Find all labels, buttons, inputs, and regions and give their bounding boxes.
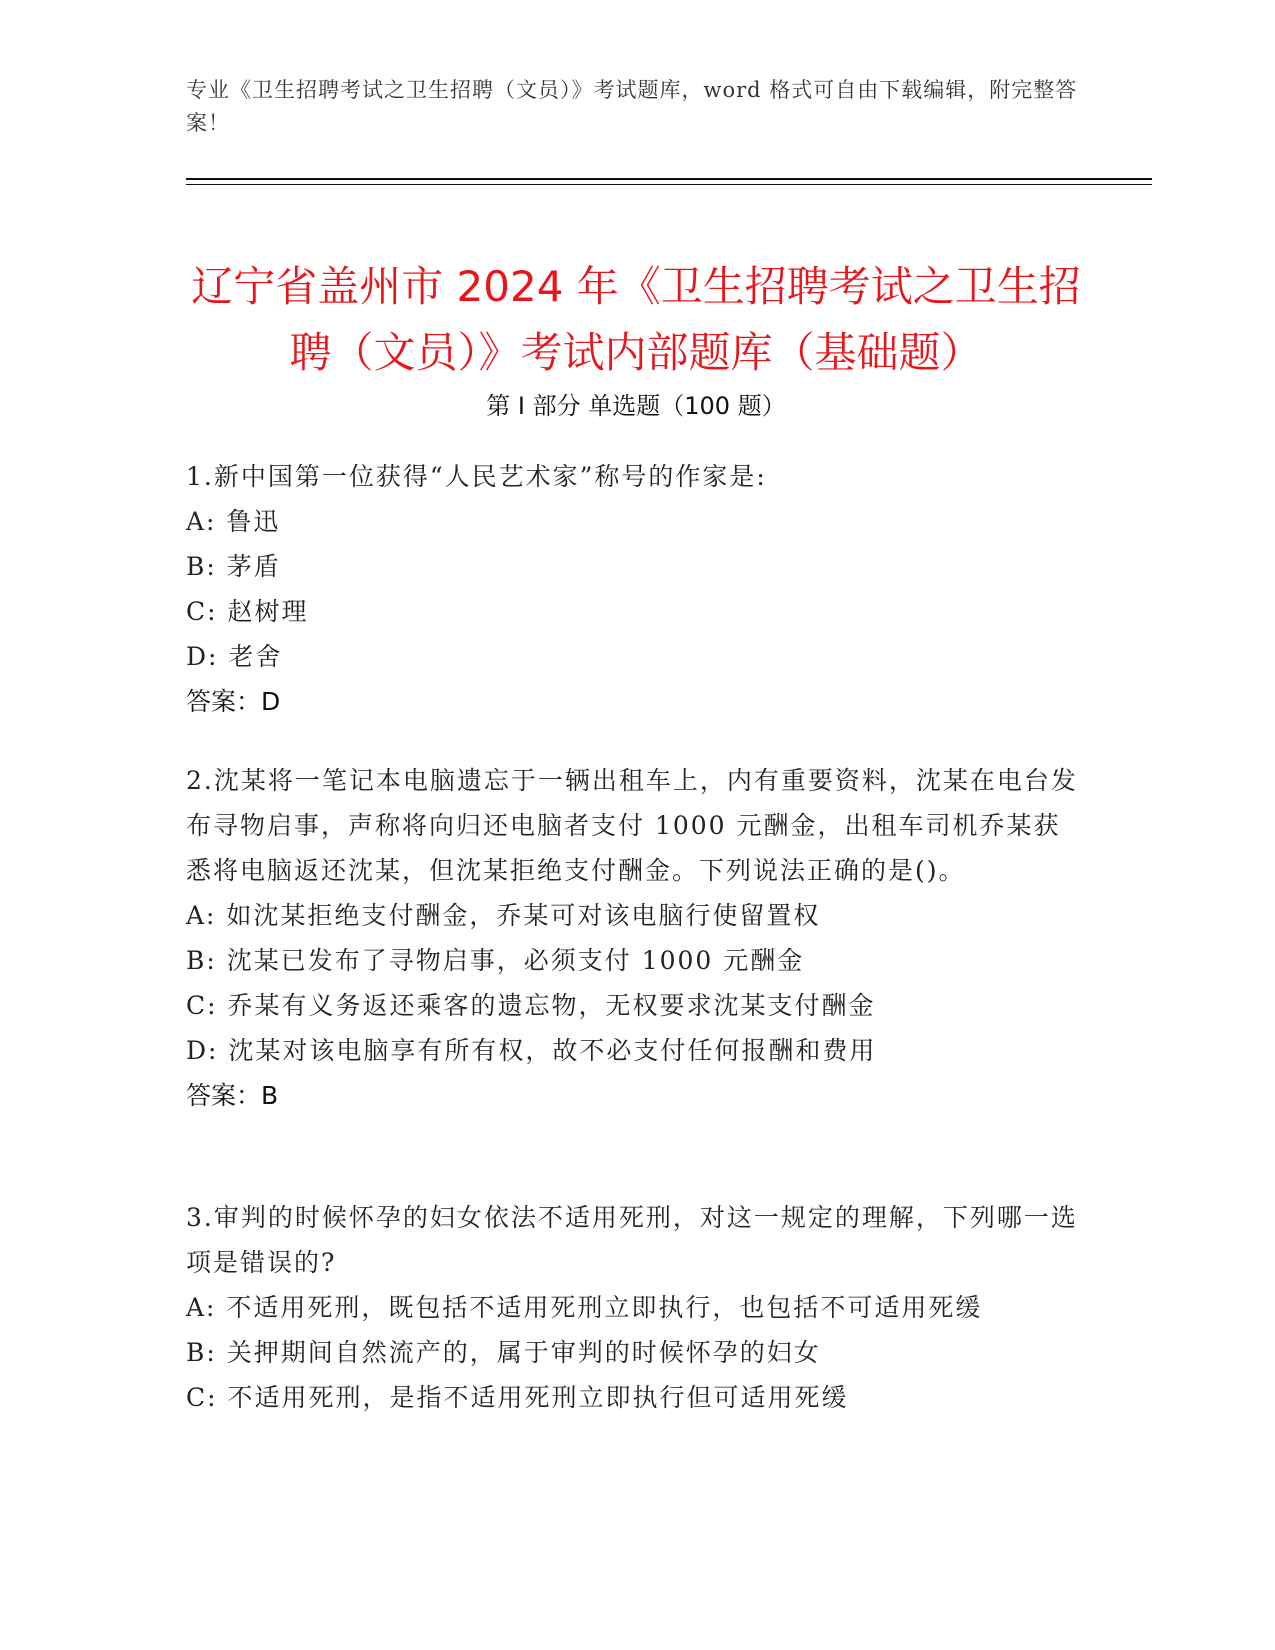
option-a: A: 鲁迅 [186,507,281,536]
section-heading: 第 I 部分 单选题（100 题） [486,392,786,420]
option-c: C: 赵树理 [186,597,309,626]
question-text: 2.沈某将一笔记本电脑遗忘于一辆出租车上，内有重要资料，沈某在电台发布寻物启事，声称将向归还电脑者支付 1000 元酬金，出租车司机乔某获悉将电脑返还沈某，但沈某拒绝支付酬金。下列说法正确的是()。 [186,766,1078,885]
answer: 答案：B [186,1081,279,1110]
option-d: D: 老舍 [186,642,283,671]
answer: 答案：D [186,687,281,716]
question-1 [186,454,1086,724]
option-b: B: 茅盾 [186,552,281,581]
option-a: A: 不适用死刑，既包括不适用死刑立即执行，也包括不可适用死缓 [186,1293,983,1322]
question-text: 3.审判的时候怀孕的妇女依法不适用死刑，对这一规定的理解，下列哪一选项是错误的? [186,1203,1078,1277]
header-rule-thin [186,184,1152,185]
document-title: 辽宁省盖州市 2024 年《卫生招聘考试之卫生招聘（文员）》考试内部题库（基础题） [191,262,1081,378]
header-rule-thick [186,178,1152,180]
question-text: 1.新中国第一位获得“人民艺术家”称号的作家是: [186,462,767,491]
option-c: C: 乔某有义务返还乘客的遗忘物，无权要求沈某支付酬金 [186,991,876,1020]
option-b: B: 关押期间自然流产的，属于审判的时候怀孕的妇女 [186,1338,821,1367]
header-note: 专业《卫生招聘考试之卫生招聘（文员）》考试题库，word 格式可自由下载编辑，附完整答案！ [186,78,1078,135]
option-b: B: 沈某已发布了寻物启事，必须支付 1000 元酬金 [186,946,805,975]
question-3 [186,1195,1086,1420]
question-2 [186,758,1086,1118]
option-c: C: 不适用死刑，是指不适用死刑立即执行但可适用死缓 [186,1383,849,1412]
option-d: D: 沈某对该电脑享有所有权，故不必支付任何报酬和费用 [186,1036,877,1065]
option-a: A: 如沈某拒绝支付酬金，乔某可对该电脑行使留置权 [186,901,821,930]
